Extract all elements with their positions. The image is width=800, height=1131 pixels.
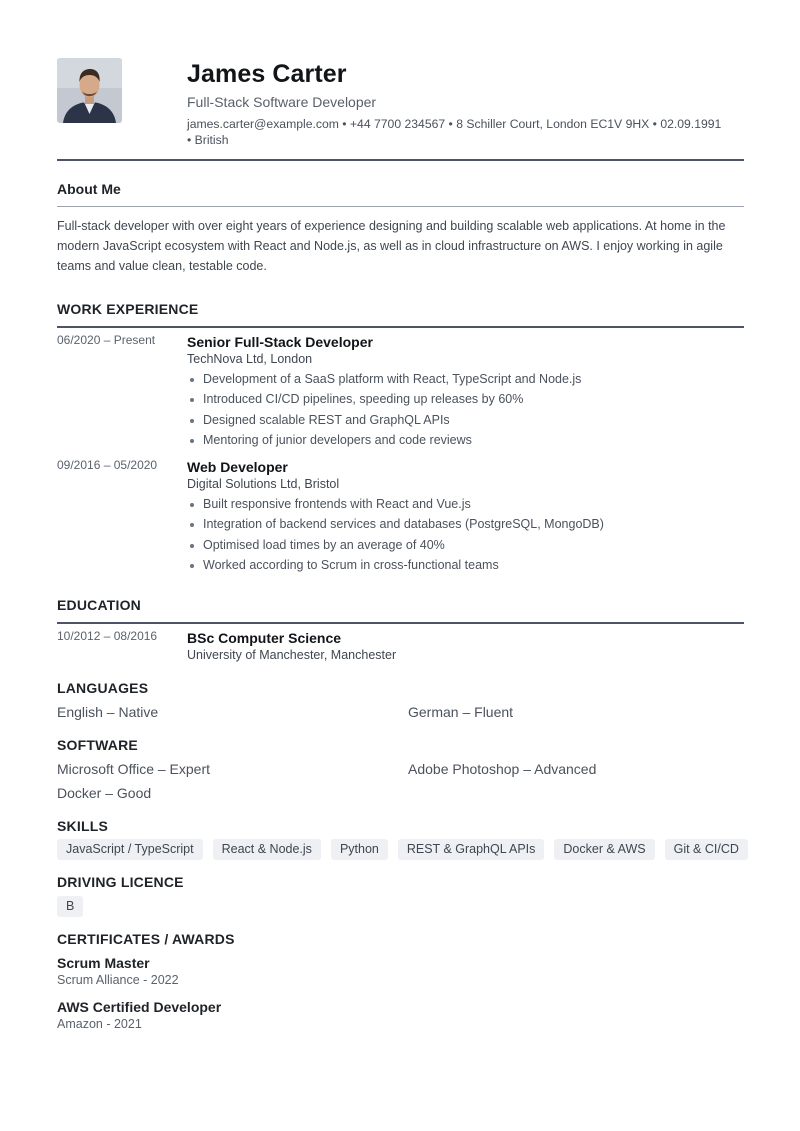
licence-tag: B: [57, 896, 83, 917]
contact-details: james.carter@example.com • +44 7700 234567 • 8 Schiller Court, London EC1V 9HX • 02.09.1991 • British: [187, 117, 722, 147]
job-company: Digital Solutions Ltd, Bristol: [187, 477, 340, 491]
person-portrait-icon: [57, 58, 122, 123]
list-item: Mentoring of junior developers and code reviews: [187, 430, 747, 450]
education-degree: BSc Computer Science: [187, 630, 342, 646]
work-heading: WORK EXPERIENCE: [57, 301, 199, 317]
list-item: Optimised load times by an average of 40%: [187, 535, 747, 555]
list-item: Integration of backend services and databases (PostgreSQL, MongoDB): [187, 514, 747, 534]
candidate-title: Full-Stack Software Developer: [187, 94, 377, 110]
job-role: Web Developer: [187, 459, 288, 475]
list-item: Development of a SaaS platform with React, TypeScript and Node.js: [187, 369, 747, 389]
software-item: Microsoft Office – Expert: [57, 761, 211, 777]
job-role: Senior Full-Stack Developer: [187, 334, 373, 350]
certificate-name: Scrum Master: [57, 955, 150, 971]
software-heading: SOFTWARE: [57, 737, 138, 753]
skill-tag: Docker & AWS: [554, 839, 654, 860]
job-bullets: [187, 494, 747, 575]
languages-heading: LANGUAGES: [57, 680, 149, 696]
education-dates: 10/2012 – 08/2016: [57, 629, 158, 643]
skill-tag: Git & CI/CD: [665, 839, 748, 860]
skill-tag: Python: [331, 839, 388, 860]
education-heading: EDUCATION: [57, 597, 141, 613]
certificates-heading: CERTIFICATES / AWARDS: [57, 931, 235, 947]
job-company: TechNova Ltd, London: [187, 352, 313, 366]
skills-list: [57, 839, 748, 860]
candidate-name: James Carter: [187, 60, 347, 88]
job-bullets: [187, 369, 747, 450]
software-item: Adobe Photoshop – Advanced: [408, 761, 597, 777]
education-school: University of Manchester, Manchester: [187, 648, 397, 662]
skills-heading: SKILLS: [57, 818, 108, 834]
skill-tag: React & Node.js: [213, 839, 321, 860]
driving-heading: DRIVING LICENCE: [57, 874, 184, 890]
about-divider: [57, 206, 744, 207]
header-divider: [57, 159, 744, 161]
certificate-detail: Scrum Alliance - 2022: [57, 973, 179, 987]
skill-tag: REST & GraphQL APIs: [398, 839, 545, 860]
certificate-name: AWS Certified Developer: [57, 999, 222, 1015]
job-dates: 09/2016 – 05/2020: [57, 458, 158, 472]
about-text: Full-stack developer with over eight years of experience designing and building scalable web applications. At home in the modern JavaScript ecosystem with React and Node.js, as well as in cloud infrastructure on AWS. I enjoy working in agile teams and value clean, testable code.: [57, 219, 726, 273]
list-item: Built responsive frontends with React and Vue.js: [187, 494, 747, 514]
language-item: English – Native: [57, 704, 159, 720]
job-dates: 06/2020 – Present: [57, 333, 156, 347]
list-item: Designed scalable REST and GraphQL APIs: [187, 410, 747, 430]
software-item: Docker – Good: [57, 785, 152, 801]
language-item: German – Fluent: [408, 704, 514, 720]
work-divider: [57, 326, 744, 328]
education-divider: [57, 622, 744, 624]
list-item: Worked according to Scrum in cross-functional teams: [187, 555, 747, 575]
list-item: Introduced CI/CD pipelines, speeding up releases by 60%: [187, 389, 747, 409]
certificate-detail: Amazon - 2021: [57, 1017, 142, 1031]
profile-photo: [57, 58, 122, 123]
about-heading: About Me: [57, 181, 121, 197]
driving-list: [57, 896, 83, 917]
skill-tag: JavaScript / TypeScript: [57, 839, 203, 860]
